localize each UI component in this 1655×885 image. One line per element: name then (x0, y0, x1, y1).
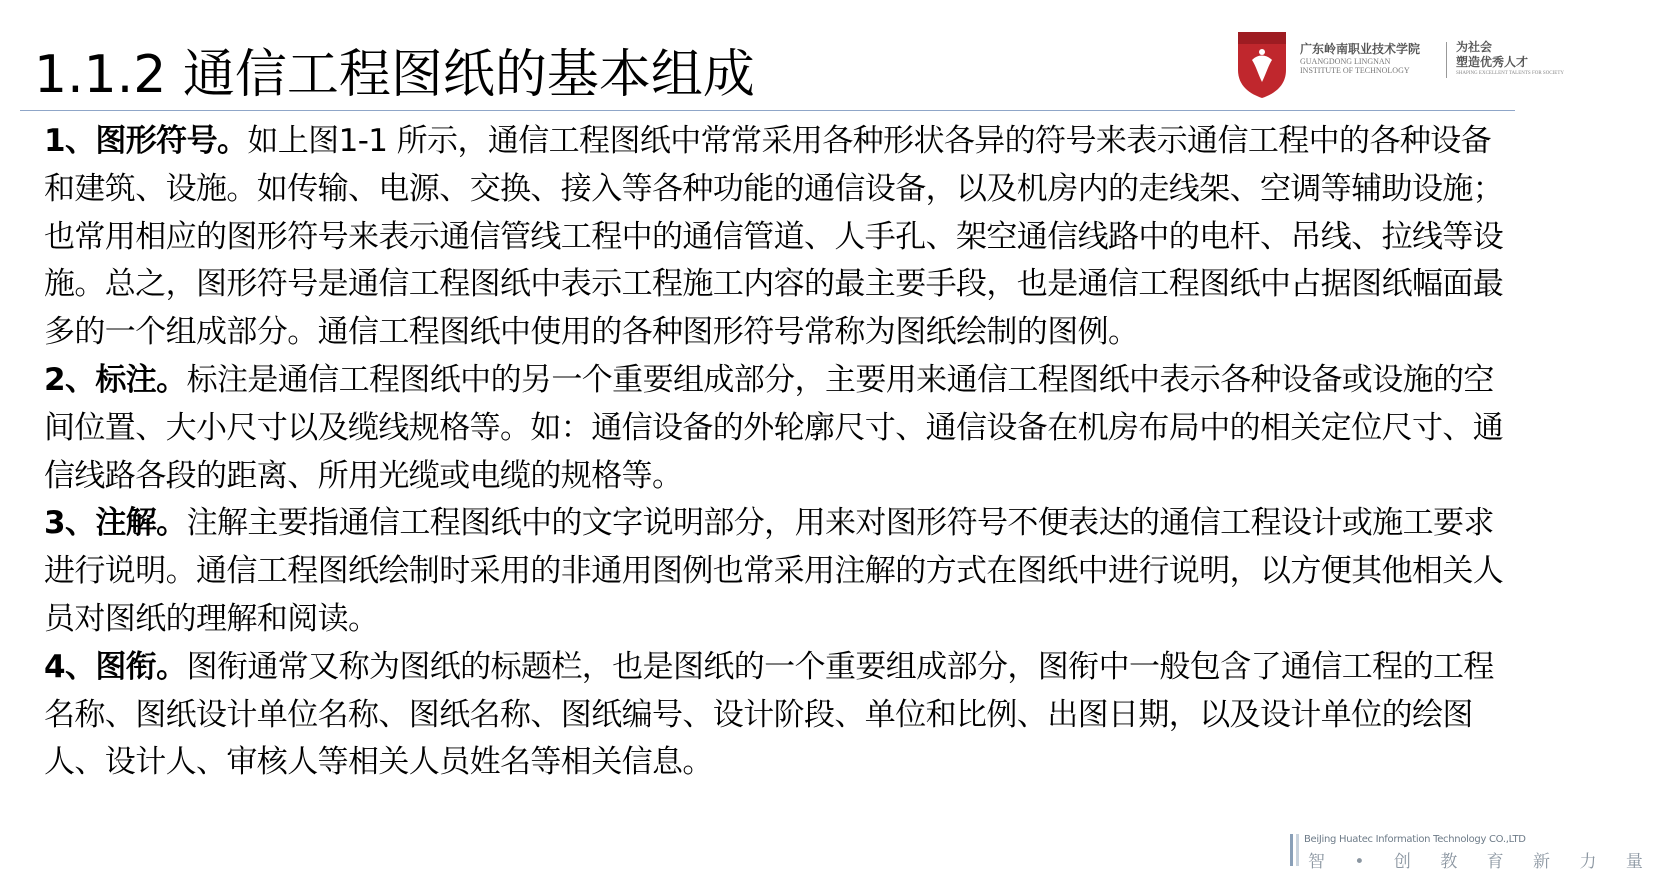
school-name-en-2: INSTITUTE OF TECHNOLOGY (1300, 66, 1410, 75)
school-name (1300, 40, 1440, 75)
paragraph-notes (44, 500, 1516, 643)
motto-line-2: 塑造优秀人才 (1456, 55, 1529, 69)
paragraph-heading: 1、图形符号。 (44, 123, 248, 159)
footer-bar-mark (1296, 834, 1299, 866)
paragraph-text: 标注是通信工程图纸中的另一个重要组成部分，主要用来通信工程图纸中表示各种设备或设施的空间位置、大小尺寸以及缆线规格等。如：通信设备的外轮廓尺寸、通信设备在机房布局中的相关定位尺寸、通信线路各段的距离、所用光缆或电缆的规格等。 (44, 361, 1504, 494)
paragraph-heading: 4、图衔。 (44, 648, 187, 685)
motto-en: SHAPING EXCELLENT TALENTS FOR SOCIETY (1456, 71, 1565, 76)
paragraph-heading: 3、注解。 (44, 505, 187, 542)
paragraph-graphic-symbols (44, 118, 1516, 357)
school-motto (1456, 40, 1565, 77)
footer-company-logo (1290, 832, 1655, 872)
motto-line-1: 为社会 (1456, 40, 1493, 54)
school-name-en-1: GUANGDONG LINGNAN (1300, 57, 1391, 66)
school-logo (1236, 30, 1565, 102)
footer-slogan: 智 • 创 教 育 新 力 量 (1308, 852, 1655, 872)
slide-title: 1.1.2 通信工程图纸的基本组成 (34, 45, 755, 105)
paragraph-text: 图衔通常又称为图纸的标题栏，也是图纸的一个重要组成部分，图衔中一般包含了通信工程的工程名称、图纸设计单位名称、图纸名称、图纸编号、设计阶段、单位和比例、出图日期，以及设计单位的绘图人、设计人、审核人等相关人员姓名等相关信息。 (44, 648, 1494, 781)
paragraph-text: 如上图1-1 所示，通信工程图纸中常常采用各种形状各异的符号来表示通信工程中的各种设备和建筑、设施。如传输、电源、交换、接入等各种功能的通信设备，以及机房内的走线架、空调等辅助设施；也常用相应的图形符号来表示通信管线工程中的通信管道、人手孔、架空通信线路中的电杆、吊线、拉线等设施。总之，图形符号是通信工程图纸中表示工程施工内容的最主要手段，也是通信工程图纸中占据图纸幅面最多的一个组成部分。通信工程图纸中使用的各种图形符号常称为图纸绘制的图例。 (44, 123, 1504, 351)
logo-divider (1446, 42, 1447, 78)
shield-emblem-icon (1236, 30, 1288, 100)
paragraph-heading: 2、标注。 (44, 361, 187, 398)
paragraph-annotation (44, 357, 1516, 500)
school-name-cn: 广东岭南职业技术学院 (1300, 42, 1421, 56)
title-divider (20, 110, 1515, 111)
content-body (44, 118, 1516, 787)
footer-company-name: BeiJing Huatec Information Technology CO.,LTD (1304, 834, 1526, 845)
paragraph-text: 注解主要指通信工程图纸中的文字说明部分，用来对图形符号不便表达的通信工程设计或施工要求进行说明。通信工程图纸绘制时采用的非通用图例也常采用注解的方式在图纸中进行说明，以方便其他相关人员对图纸的理解和阅读。 (44, 505, 1504, 637)
paragraph-title-block (44, 644, 1516, 787)
footer-bar-mark (1290, 834, 1293, 866)
